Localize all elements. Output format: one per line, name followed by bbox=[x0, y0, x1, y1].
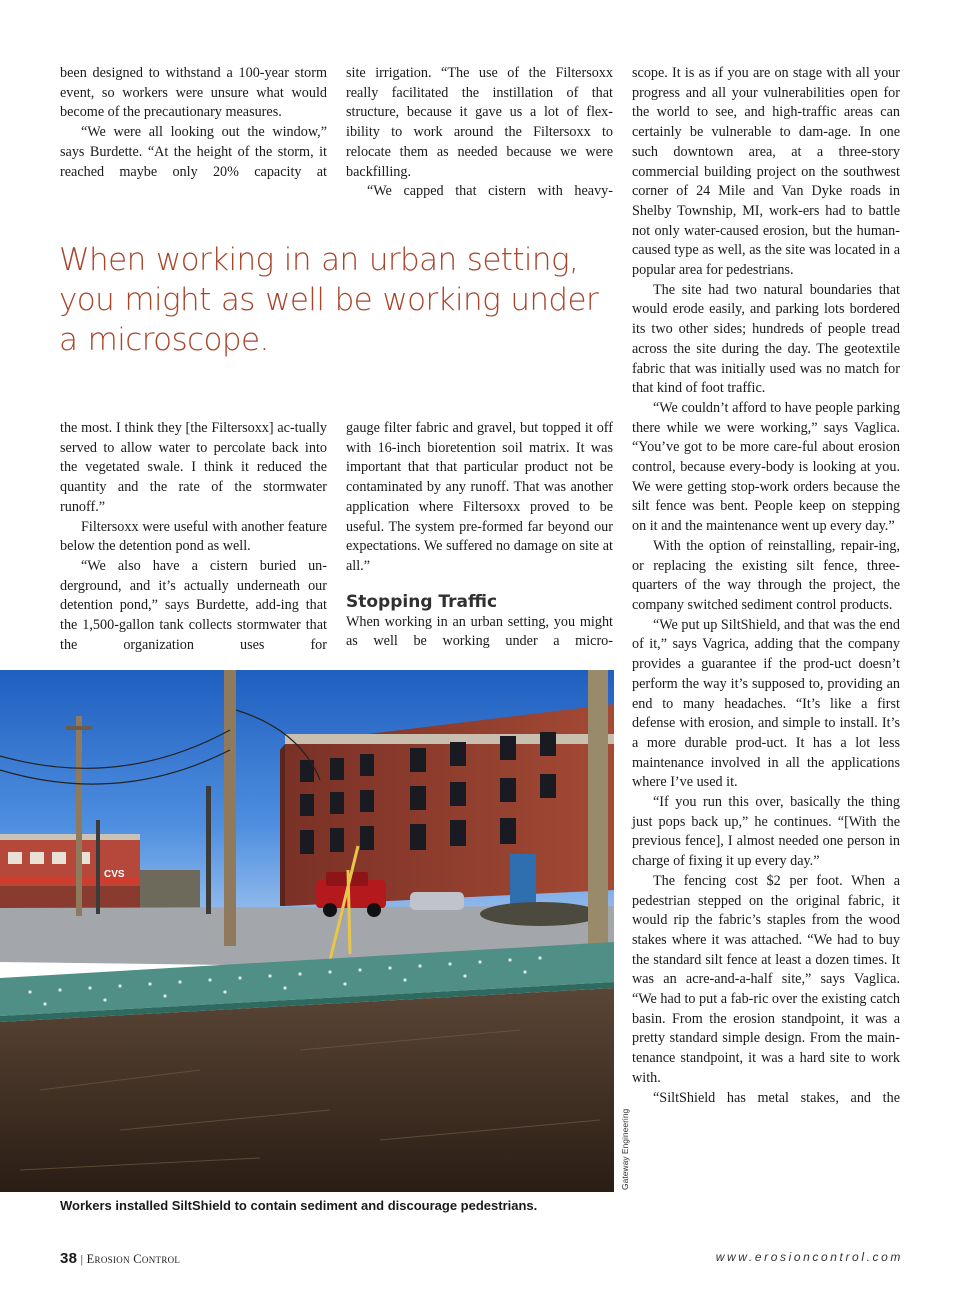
column-2-bottom bbox=[346, 419, 613, 652]
photo-caption: Workers installed SiltShield to contain sediment and discourage pedestrians. bbox=[60, 1198, 538, 1213]
page-number: 38 bbox=[60, 1250, 78, 1267]
column-3 bbox=[632, 64, 900, 1108]
paragraph: The site had two natural boundaries that would erode easily, and parking lots bordered its two other sides; hundreds of people tread across the site during the day. The geotextile fabric that was initially used was no match for that kind of foot traffic. bbox=[632, 281, 900, 397]
paragraph: gauge filter fabric and gravel, but topped it off with 16-inch bioretention soil matrix. It was important that that particular product not be contaminated by any runoff. That was another application where Filtersoxx proved to be useful. The system pre-formed far beyond our expectations. We suffered no damage on site at all.” bbox=[346, 420, 613, 574]
paragraph: “We were all looking out the window,” says Burdette. “At the height of the storm, it reached maybe only 20% capacity at bbox=[60, 124, 327, 180]
paragraph: “We capped that cistern with heavy- bbox=[367, 183, 613, 200]
footer-url: www.erosioncontrol.com bbox=[715, 1250, 903, 1264]
column-2-top bbox=[346, 64, 613, 202]
footer-separator: | bbox=[80, 1252, 84, 1266]
column-1-bottom bbox=[60, 419, 327, 655]
soil bbox=[0, 988, 614, 1192]
footer-left bbox=[60, 1250, 180, 1267]
paragraph: scope. It is as if you are on stage with all your progress and all your vulnerabilities open for the world to see, and high-traffic areas can certainly be vulnerable to dam-age. In one such downtown area, at a three-story commercial building project on the southwest corner of 24 Mile and Van Dyke roads in Shelby Township, MI, work-ers had to battle not only water-caused erosion, but the human-caused type as well, as the site was located in a popular area for pedestrians. bbox=[632, 65, 900, 279]
paragraph: “SiltShield has metal stakes, and the bbox=[653, 1089, 900, 1106]
paragraph: With the option of reinstalling, repair-ing, or replacing the existing silt fence, three-quarters of the way through the project, the company switched sediment control products. bbox=[632, 537, 900, 613]
paragraph: the most. I think they [the Filtersoxx] ac-tually served to allow water to percolate back into the vegetated swale. I think it reduced the quantity and the rate of the stormwater runoff.” bbox=[60, 420, 327, 515]
site-photo bbox=[0, 670, 614, 1192]
paragraph: When working in an urban setting, you might as well be working under a micro- bbox=[346, 613, 613, 650]
cvs-store bbox=[0, 834, 140, 908]
photo-credit: Gateway Engineering bbox=[620, 1108, 630, 1190]
paragraph: “We put up SiltShield, and that was the end of it,” says Vagrica, adding that the company provides a guarantee if the prod-uct doesn’t perform the way it’s supposed to, providing an end to many headaches. “It’s like a first defense with erosion, and simple to install. It’s a more durable prod-uct. It has a lot less maintenance involved in all the applications where I’ve used it. bbox=[632, 616, 900, 791]
cvs-sign: CVS bbox=[104, 869, 125, 880]
subheading: Stopping Traffic bbox=[346, 591, 498, 612]
pull-quote: When working in an urban setting, you might as well be working under a microscope. bbox=[59, 242, 599, 358]
magazine-name: Erosion Control bbox=[86, 1252, 181, 1266]
paragraph: site irrigation. “The use of the Filtersoxx really facilitated the instillation of that structure, because it gave us a lot of flex-ibility to work around the Filtersoxx to relocate them as needed because we were backfilling. bbox=[346, 65, 613, 180]
paragraph: “If you run this over, basically the thing just pops back up,” he continues. “[With the previous fence], I almost needed one person in charge of fixing it up every day.” bbox=[632, 794, 900, 870]
portable-toilet bbox=[510, 854, 536, 904]
paragraph: “We also have a cistern buried un-derground, and it’s actually underneath our detention pond,” says Burdette, add-ing that the 1,500-gallon tank collects stormwater that the organization uses for bbox=[60, 557, 327, 653]
column-1-top bbox=[60, 64, 327, 182]
paragraph: The fencing cost $2 per foot. When a pedestrian stepped on the original fabric, it would rip the fabric’s staples from the wood stakes where it was attached. “We had to buy the standard silt fence at least a dozen times. It was an acre-and-a-half site,” says Vaglica. “We had to put a fab-ric over the existing catch basin. From the erosion standpoint, it was a pretty standard simple design. From the main-tenance standpoint, it was a hard site to work with. bbox=[632, 872, 900, 1086]
paragraph: “We couldn’t afford to have people parking there while we were working,” says Vaglica. “You’ve got to be more care-ful about erosion control, because every-body is looking at you. We were getting stop-work orders because the silt fence was bent. People keep on stepping on it and the maintenance went up every day.” bbox=[632, 399, 900, 535]
paragraph: been designed to withstand a 100-year storm event, so workers were unsure what would become of the precautionary measures. bbox=[60, 65, 327, 121]
paragraph: Filtersoxx were useful with another feature below the detention pond as well. bbox=[60, 518, 327, 555]
silver-car bbox=[410, 892, 464, 910]
